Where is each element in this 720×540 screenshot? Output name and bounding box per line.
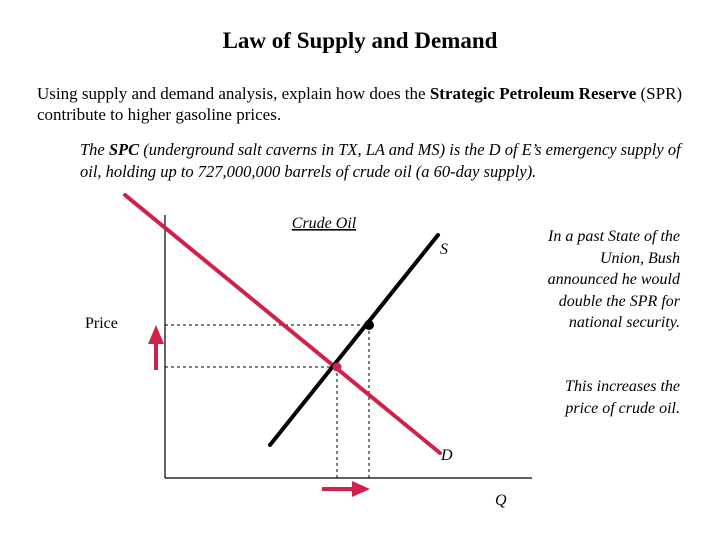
note-pre: The: [80, 140, 109, 159]
diagram-title: Crude Oil: [291, 215, 357, 232]
question-pre: Using supply and demand analysis, explain how does the: [37, 84, 430, 103]
supply-curve: [270, 235, 438, 445]
price-increase-arrow: [148, 325, 164, 370]
demand-label: D: [441, 447, 453, 464]
question-post: (SPR) contribute to higher gasoline prices.: [37, 84, 683, 124]
x-axis-label: Q: [495, 492, 507, 509]
side-note-price: This increases the price of crude oil.: [565, 378, 680, 417]
y-axis-label: Price: [85, 315, 118, 332]
equilibrium-point-old: [333, 363, 342, 372]
slide-title: Law of Supply and Demand: [222, 28, 498, 53]
note-post: (underground salt caverns in TX, LA and MS) is the D of E’s emergency supply of oil, holding up to 727,000,000 barrels of crude oil (a 60-day supply).: [80, 140, 681, 181]
side-note-bush: In a past State of the Union, Bush announced he would double the SPR for national security.: [547, 228, 680, 331]
note-bold: SPC: [108, 140, 140, 159]
question-bold: Strategic Petroleum Reserve: [429, 84, 637, 103]
equilibrium-point-new: [364, 320, 374, 330]
supply-label: S: [440, 241, 448, 258]
demand-curve: [125, 195, 440, 453]
quantity-increase-arrow: [322, 481, 370, 497]
